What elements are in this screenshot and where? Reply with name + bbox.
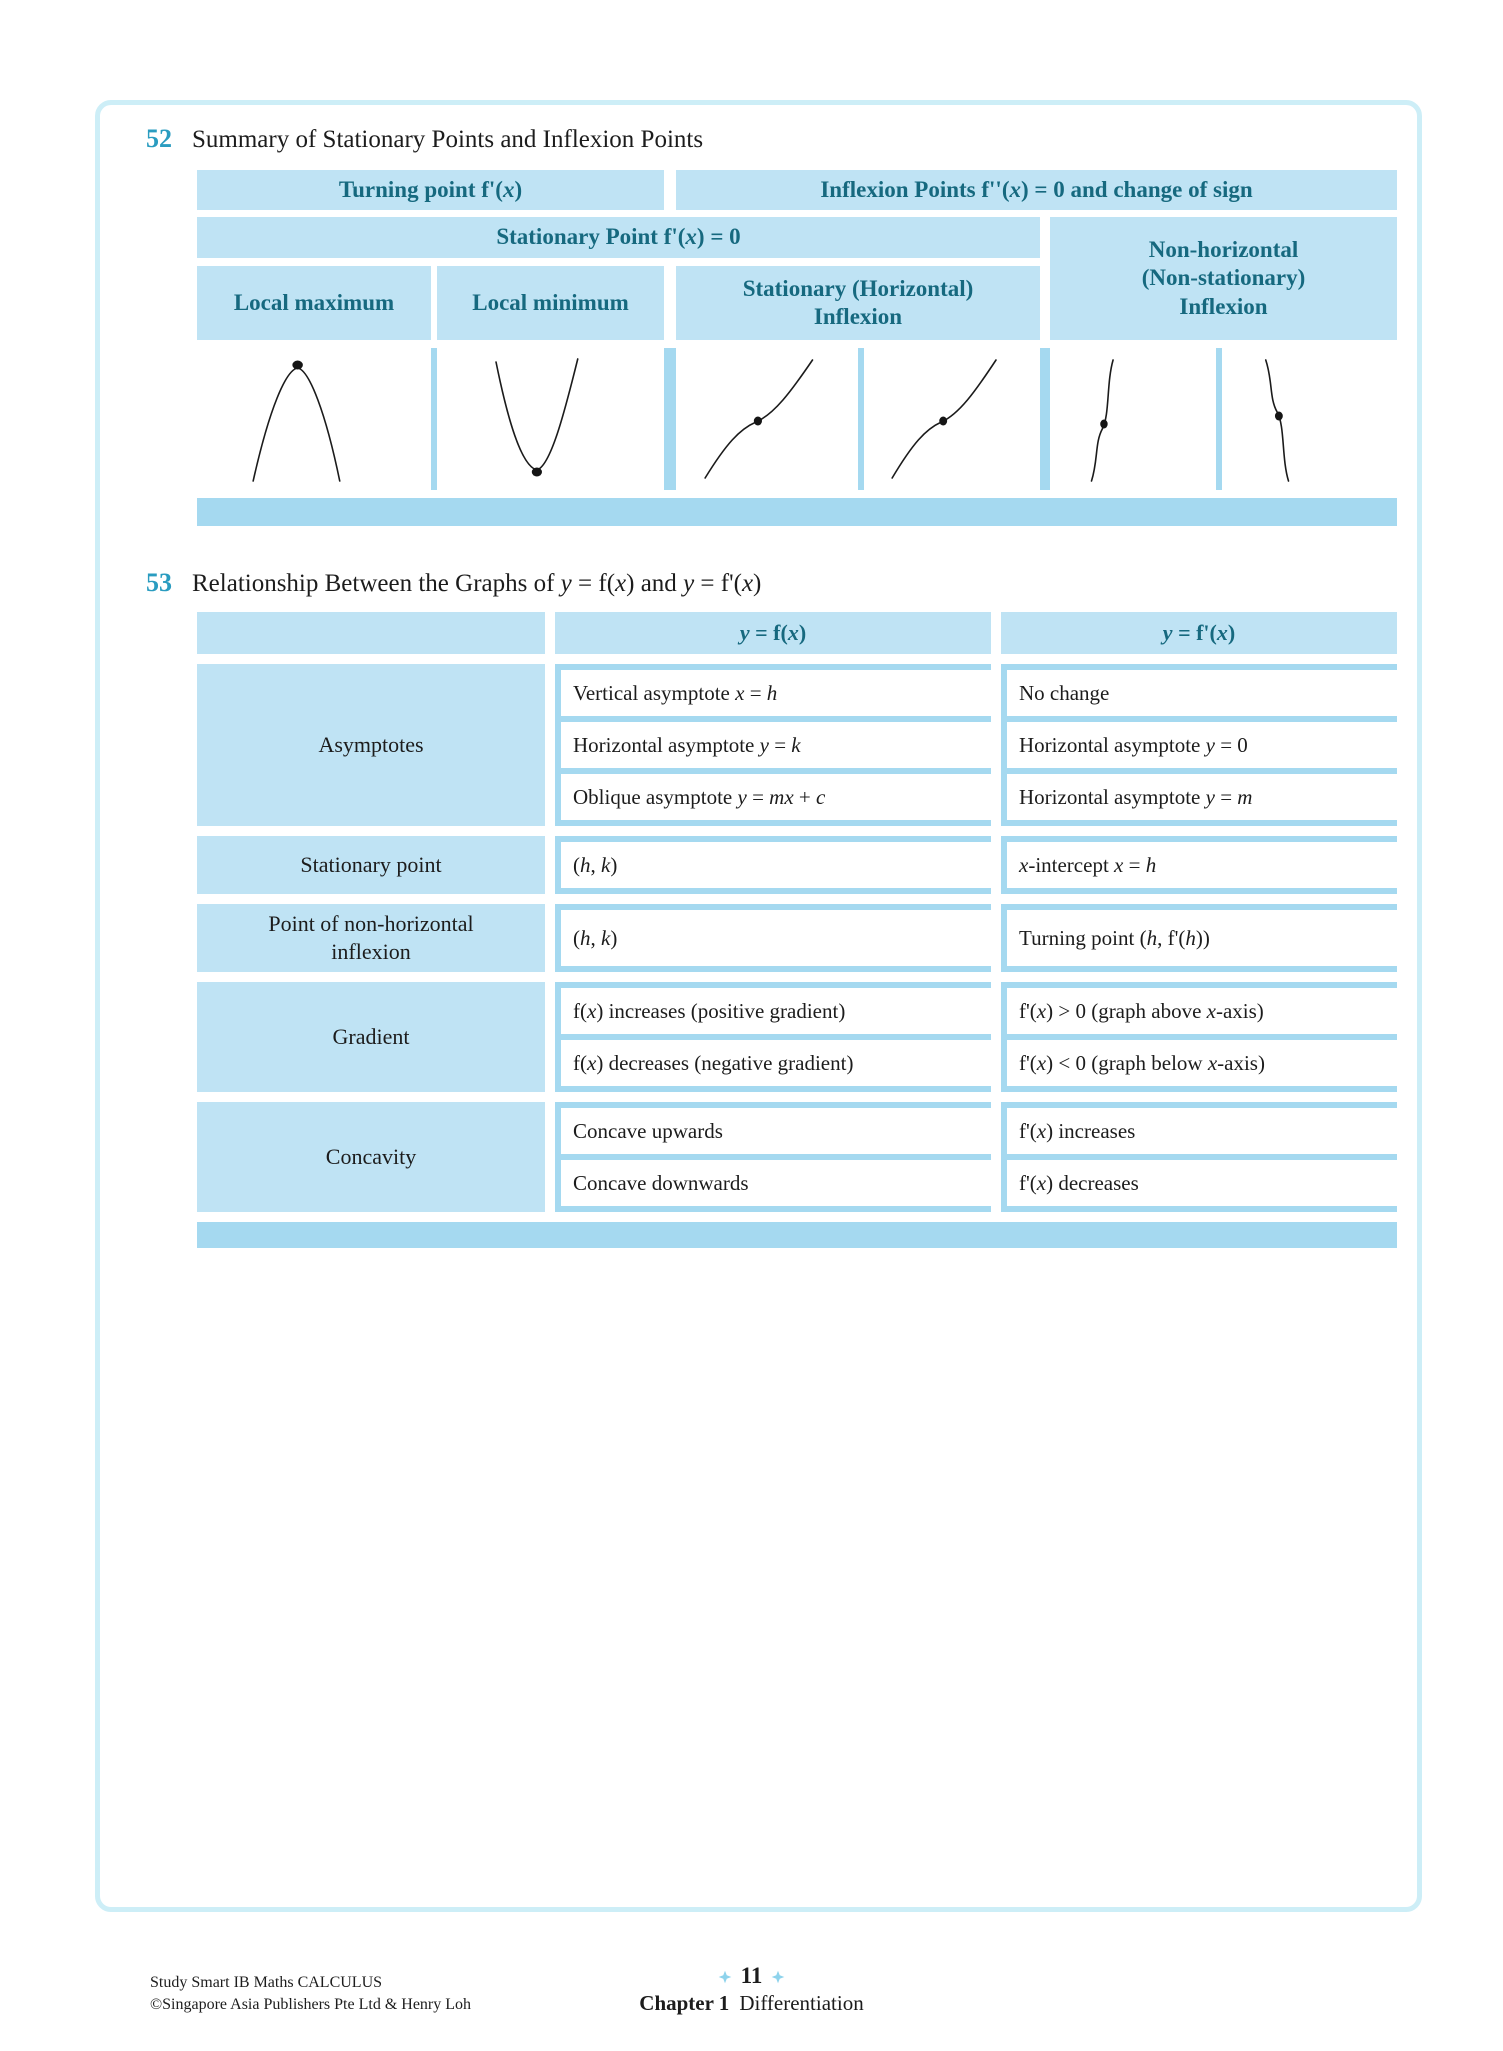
table2-cell-stationary-point-fx-0: (h, k) — [555, 836, 991, 894]
table2-cell-concavity-fx-1: Concave downwards — [555, 1154, 991, 1212]
table2-cell-asymptotes-fpx-1: Horizontal asymptote y = 0 — [1001, 716, 1397, 768]
table2-cell-asymptotes-fpx-0: No change — [1001, 664, 1397, 716]
diamond-ornament-icon — [718, 1970, 732, 1984]
header-local-maximum: Local maximum — [197, 266, 431, 340]
table2-row-label-concavity: Concavity — [197, 1102, 545, 1212]
table2-cell-stationary-point-fpx-0: x-intercept x = h — [1001, 836, 1397, 894]
page-number: 11 — [740, 1963, 763, 1988]
header-inflexion-points: Inflexion Points f''(x) = 0 and change of sign — [676, 170, 1397, 210]
table2-cell-gradient-fx-1: f(x) decreases (negative gradient) — [555, 1034, 991, 1092]
table2-cell-asymptotes-fx-0: Vertical asymptote x = h — [555, 664, 991, 716]
section-53-heading — [146, 568, 761, 598]
curve-non-horizontal-increasing — [1050, 348, 1216, 490]
footer-center — [0, 1963, 1503, 2017]
curve-stationary-inflexion-2 — [864, 348, 1040, 490]
table2-cell-concavity-fpx-1: f'(x) decreases — [1001, 1154, 1397, 1212]
table2-cell-point-of-non-horizontal-inflexion-fx-0: (h, k) — [555, 904, 991, 972]
table2-group-asymptotes — [197, 664, 1397, 826]
table2-cell-gradient-fx-0: f(x) increases (positive gradient) — [555, 982, 991, 1034]
table2-header-row — [197, 612, 1397, 654]
chapter-label: Chapter 1 — [639, 1991, 730, 2015]
non-horizontal-inflexion-rising-curve — [1050, 348, 1216, 490]
header-stationary-point: Stationary Point f'(x) = 0 — [197, 217, 1040, 258]
curve-local-maximum — [197, 348, 431, 490]
table2-group-cells — [555, 1102, 1397, 1212]
graphs-relationship-table — [197, 612, 1397, 1248]
table2-group-cells — [555, 982, 1397, 1092]
section-52-heading — [146, 124, 703, 154]
table2-cell-concavity-fpx-0: f'(x) increases — [1001, 1102, 1397, 1154]
header-turning-point: Turning point f'(x) — [197, 170, 664, 210]
section-number: 52 — [146, 124, 172, 153]
table2-group-gradient — [197, 982, 1397, 1092]
header-local-minimum: Local minimum — [437, 266, 664, 340]
table2-cell-gradient-fpx-1: f'(x) < 0 (graph below x-axis) — [1001, 1034, 1397, 1092]
stationary-points-table — [197, 170, 1397, 526]
table2-row-label-asymptotes: Asymptotes — [197, 664, 545, 826]
table2-group-cells — [555, 664, 1397, 826]
table2-bottom-bar — [197, 1222, 1397, 1248]
table2-cell-asymptotes-fx-2: Oblique asymptote y = mx + c — [555, 768, 991, 826]
table2-body — [197, 664, 1397, 1212]
section-title: Relationship Between the Graphs of y = f(x) and y = f'(x) — [192, 570, 762, 597]
table2-group-cells — [555, 836, 1397, 894]
table2-cell-asymptotes-fx-1: Horizontal asymptote y = k — [555, 716, 991, 768]
footer-copyright: ©Singapore Asia Publishers Pte Ltd & Henry Loh — [150, 1996, 472, 2013]
table2-group-cells — [555, 904, 1397, 972]
table2-group-stationary-point — [197, 836, 1397, 894]
chapter-line — [0, 1989, 1503, 2017]
local-minimum-curve — [437, 348, 664, 490]
section-title: Summary of Stationary Points and Inflexion Points — [192, 126, 704, 153]
local-maximum-curve — [197, 348, 431, 490]
section-number: 53 — [146, 568, 172, 597]
table2-row-label-stationary-point: Stationary point — [197, 836, 545, 894]
non-horizontal-inflexion-falling-curve — [1222, 348, 1397, 490]
page-number-line — [0, 1963, 1503, 1989]
table2-row-label-point-of-non-horizontal-inflexion: Point of non-horizontal inflexion — [197, 904, 545, 972]
table2-header-fx: y = f(x) — [555, 612, 991, 654]
table2-row-label-gradient: Gradient — [197, 982, 545, 1092]
table1-bottom-bar — [197, 498, 1397, 526]
curve-non-horizontal-decreasing — [1222, 348, 1397, 490]
header-non-horizontal-inflexion: Non-horizontal (Non-stationary) Inflexion — [1050, 217, 1397, 340]
table2-cell-gradient-fpx-0: f'(x) > 0 (graph above x-axis) — [1001, 982, 1397, 1034]
table2-header-fpx: y = f'(x) — [1001, 612, 1397, 654]
curve-local-minimum — [437, 348, 664, 490]
header-stationary-inflexion: Stationary (Horizontal) Inflexion — [676, 266, 1040, 340]
chapter-title: Differentiation — [739, 1991, 864, 2015]
table2-header-blank — [197, 612, 545, 654]
table2-cell-concavity-fx-0: Concave upwards — [555, 1102, 991, 1154]
curve-stationary-inflexion-1 — [676, 348, 858, 490]
stationary-inflexion-curve — [864, 348, 1040, 490]
table2-group-concavity — [197, 1102, 1397, 1212]
table2-cell-point-of-non-horizontal-inflexion-fpx-0: Turning point (h, f'(h)) — [1001, 904, 1397, 972]
stationary-inflexion-curve — [676, 348, 858, 490]
table2-cell-asymptotes-fpx-2: Horizontal asymptote y = m — [1001, 768, 1397, 826]
footer-book-title: Study Smart IB Maths CALCULUS — [150, 1974, 383, 1991]
diamond-ornament-icon — [771, 1970, 785, 1984]
table2-group-point-of-non-horizontal-inflexion — [197, 904, 1397, 972]
